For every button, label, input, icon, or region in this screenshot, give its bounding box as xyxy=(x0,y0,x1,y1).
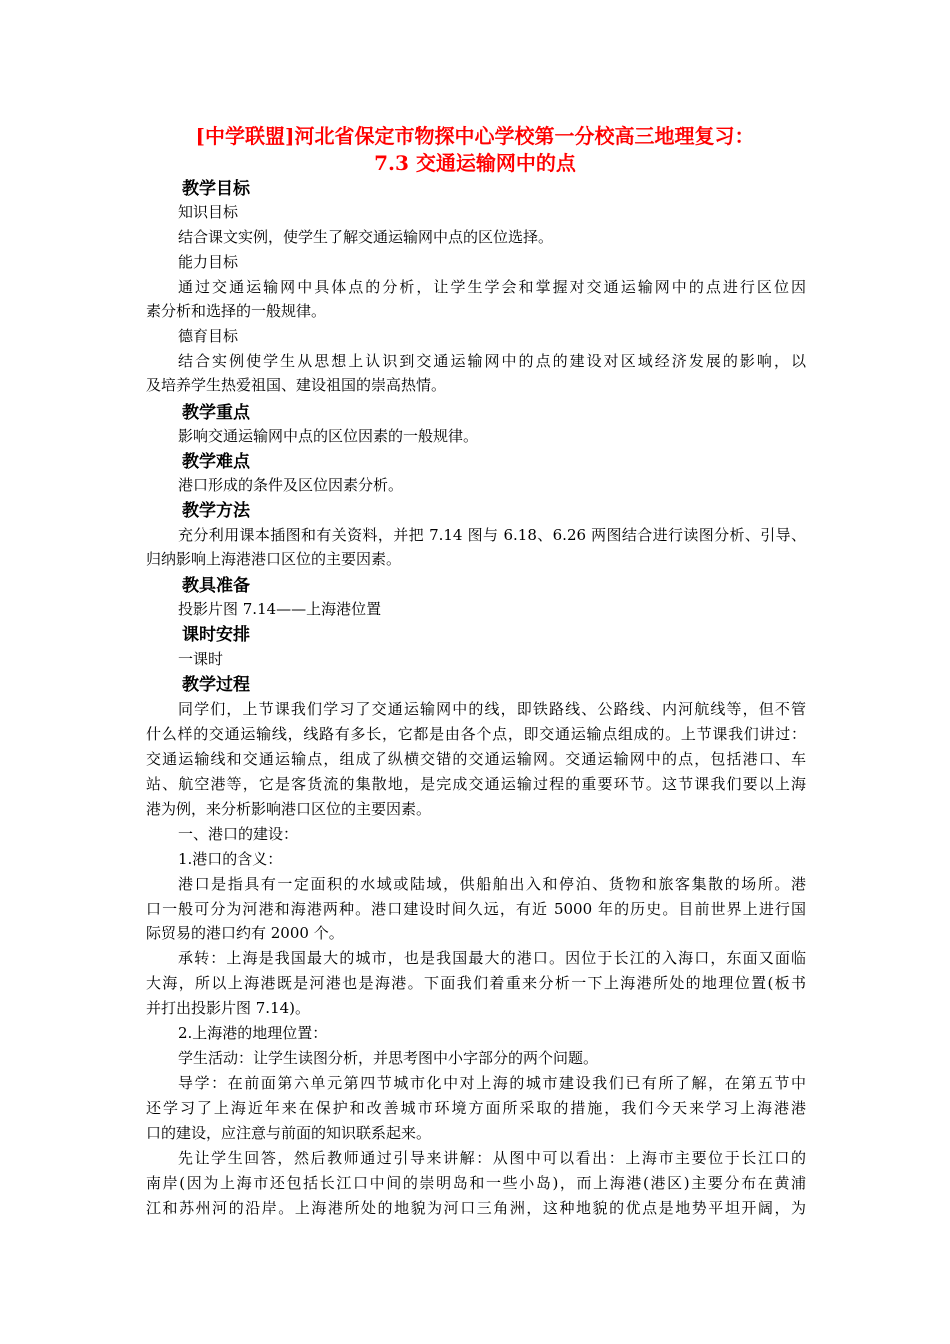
process-paragraph-1-line-5: 港为例，来分析影响港口区位的主要因素。 xyxy=(146,800,432,818)
process-paragraph-1-line-1: 同学们，上节课我们学习了交通运输网中的线，即铁路线、公路线、内河航线等，但不管 xyxy=(178,700,806,718)
text-knowledge-goals: 结合课文实例，使学生了解交通运输网中点的区位选择。 xyxy=(178,228,554,246)
text-teaching-method-1: 充分利用课本插图和有关资料，并把 7.14 图与 6.18、6.26 两图结合进行读图分析、引导、 xyxy=(178,526,806,544)
text-moral-goals-1: 结合实例使学生从思想上认识到交通运输网中的点的建设对区域经济发展的影响，以 xyxy=(178,352,806,370)
process-paragraph-3-line-2: 大海，所以上海港既是河港也是海港。下面我们着重来分析一下上海港所处的地理位置(板书 xyxy=(146,974,806,992)
process-paragraph-2-line-2: 口一般可分为河港和海港两种。港口建设时间久远，有近 5000 年的历史。目前世界上进行国 xyxy=(146,900,806,918)
subsection-shanghai-port-location: 2.上海港的地理位置： xyxy=(178,1024,328,1042)
text-class-schedule: 一课时 xyxy=(178,650,224,668)
text-ability-goals-1: 通过交通运输网中具体点的分析，让学生学会和掌握对交通运输网中的点进行区位因 xyxy=(178,278,806,296)
process-paragraph-5-line-2: 还学习了上海近年来在保护和改善城市环境方面所采取的措施，我们今天来学习上海港港 xyxy=(146,1099,806,1117)
text-teaching-tools: 投影片图 7.14——上海港位置 xyxy=(178,600,382,618)
heading-teaching-tools: 教具准备 xyxy=(182,576,250,596)
text-teaching-difficulty: 港口形成的条件及区位因素分析。 xyxy=(178,476,404,494)
section-port-construction: 一、港口的建设： xyxy=(178,825,299,843)
heading-teaching-goals: 教学目标 xyxy=(182,179,250,199)
process-paragraph-5-line-3: 口的建设，应注意与前面的知识联系起来。 xyxy=(146,1124,432,1142)
label-knowledge-goals: 知识目标 xyxy=(178,203,239,221)
process-paragraph-1-line-3: 交通运输线和交通运输点，组成了纵横交错的交通运输网。交通运输网中的点，包括港口、车 xyxy=(146,750,806,768)
text-teaching-method-2: 归纳影响上海港港口区位的主要因素。 xyxy=(146,550,402,568)
process-paragraph-1-line-2: 什么样的交通运输线，线路有多长，它都是由各个点，即交通运输点组成的。上节课我们讲过： xyxy=(146,725,806,743)
document-title-line-2: 7.3 交通运输网中的点 xyxy=(374,151,576,175)
heading-class-schedule: 课时安排 xyxy=(182,625,250,645)
document-title-line-1: [中学联盟]河北省保定市物探中心学校第一分校高三地理复习： xyxy=(195,124,755,148)
heading-teaching-method: 教学方法 xyxy=(182,501,250,521)
process-paragraph-3-line-1: 承转：上海是我国最大的城市，也是我国最大的港口。因位于长江的入海口，东面又面临 xyxy=(178,949,806,967)
process-paragraph-3-line-3: 并打出投影片图 7.14)。 xyxy=(146,999,311,1017)
process-paragraph-6-line-2: 南岸(因为上海市还包括长江口中间的崇明岛和一些小岛)，而上海港(港区)主要分布在黄浦 xyxy=(146,1174,806,1192)
process-paragraph-6-line-3: 江和苏州河的沿岸。上海港所处的地貌为河口三角洲，这种地貌的优点是地势平坦开阔，为 xyxy=(146,1199,806,1217)
label-ability-goals: 能力目标 xyxy=(178,253,239,271)
heading-teaching-process: 教学过程 xyxy=(182,675,250,695)
heading-teaching-focus: 教学重点 xyxy=(182,403,250,423)
label-moral-goals: 德育目标 xyxy=(178,327,239,345)
text-teaching-focus: 影响交通运输网中点的区位因素的一般规律。 xyxy=(178,427,479,445)
process-paragraph-1-line-4: 站、航空港等，它是客货流的集散地，是完成交通运输过程的重要环节。这节课我们要以上海 xyxy=(146,775,806,793)
subsection-port-definition: 1.港口的含义： xyxy=(178,850,283,868)
process-paragraph-2-line-3: 际贸易的港口约有 2000 个。 xyxy=(146,924,344,942)
process-paragraph-2-line-1: 港口是指具有一定面积的水域或陆域，供船舶出入和停泊、货物和旅客集散的场所。港 xyxy=(178,875,806,893)
text-moral-goals-2: 及培养学生热爱祖国、建设祖国的崇高热情。 xyxy=(146,376,447,394)
text-ability-goals-2: 素分析和选择的一般规律。 xyxy=(146,302,327,320)
process-student-activity: 学生活动：让学生读图分析，并思考图中小字部分的两个问题。 xyxy=(178,1049,599,1067)
process-paragraph-5-line-1: 导学：在前面第六单元第四节城市化中对上海的城市建设我们已有所了解，在第五节中 xyxy=(178,1074,806,1092)
heading-teaching-difficulty: 教学难点 xyxy=(182,452,250,472)
process-paragraph-6-line-1: 先让学生回答，然后教师通过引导来讲解：从图中可以看出：上海市主要位于长江口的 xyxy=(178,1149,806,1167)
